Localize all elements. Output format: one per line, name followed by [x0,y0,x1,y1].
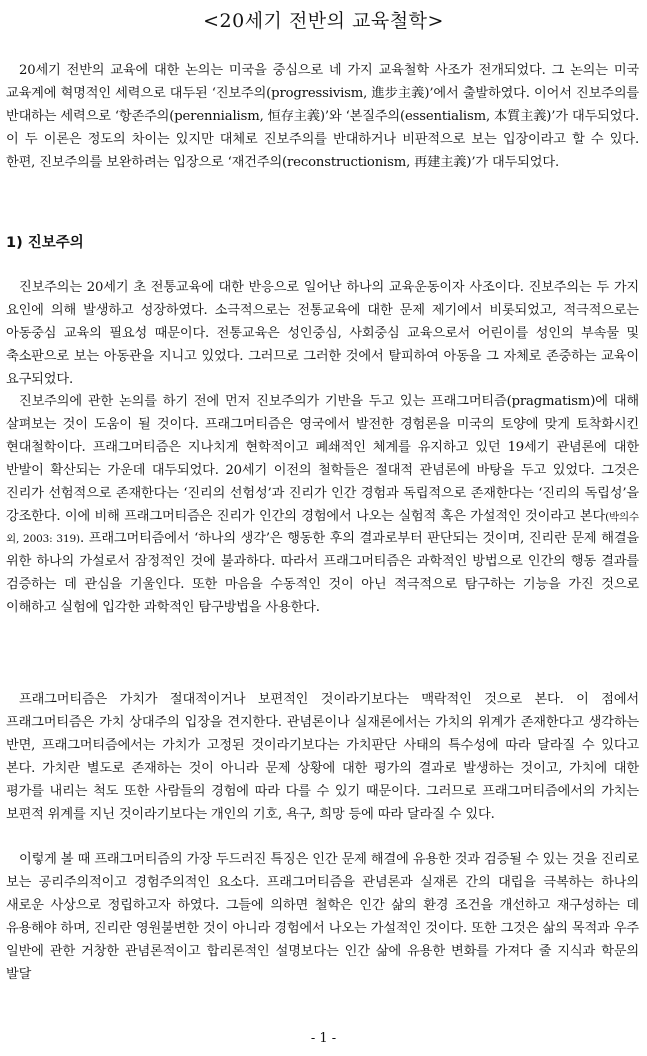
progressivism-paragraph-2 [6,391,639,620]
progressivism-paragraph-3: 프래그머티즘은 가치가 절대적이거나 보편적인 것이라기보다는 맥락적인 것으로 본다. 이 점에서 프래그머티즘은 가치 상대주의 입장을 견지한다. 관념론이나 실재론에서는 가치의 위계가 존재한다고 생각하는 반면, 프래그머티즘에서는 가치가 고정된 것이라기보다는 가치판단 사태의 특수성에 따라 달라질 수 있다고 본다. 가치란 별도로 존재하는 것이 아니라 문제 상황에 대한 평가의 결과로 발생하는 것이고, 가치에 대한 평가를 내리는 척도 또한 사람들의 경험에 따라 다를 수 있기 때문이다. 그러므로 프래그머티즘에서의 가치는 보편적 위계를 지닌 것이라기보다는 개인의 기호, 욕구, 희망 등에 따라 달라질 수 있다. [6,692,639,822]
intro-paragraph: 20세기 전반의 교육에 대한 논의는 미국을 중심으로 네 가지 교육철학 사조가 전개되었다. 그 논의는 미국 교육계에 혁명적인 세력으로 대두된 ‘진보주의(progressivism, 進步主義)’에서 출발하였다. 이어서 진보주의를 반대하는 세력으로 ‘항존주의(perennialism, 恒存主義)’와 ‘본질주의(essentialism, 本質主義)’가 대두되었다. 이 두 이론은 정도의 차이는 있지만 대체로 진보주의를 반대하거나 비판적으로 보는 입장이라고 할 수 있다. 한편, 진보주의를 보완하려는 입장으로 ‘재건주의(reconstructionism, 再建主義)’가 대두되었다. [6,63,639,170]
paragraph-2-text-a: 진보주의에 관한 논의를 하기 전에 먼저 진보주의가 기반을 두고 있는 프래그머티즘(pragmatism)에 대해 살펴보는 것이 도움이 될 것이다. 프래그머티즘은 영국에서 발전한 경험론을 미국의 토양에 맞게 토착화시킨 현대철학이다. 프래그머티즘은 지나치게 현학적이고 폐쇄적인 체계를 유지하고 있던 19세기 관념론에 대한 반발이 확산되는 가운데 대두되었다. 20세기 이전의 철학들은 절대적 관념론에 바탕을 두고 있었다. 그것은 진리가 선험적으로 존재한다는 ‘진리의 선험성’과 진리가 인간 경험과 독립적으로 존재한다는 ‘진리의 독립성’을 강조한다. 이에 비해 프래그머티즘은 진리가 인간의 경험에서 나오는 실험적 혹은 가설적인 것이라고 본다 [6,394,639,524]
paragraph-2-text-b: . 프래그머티즘에서 ‘하나의 생각’은 행동한 후의 결과로부터 판단되는 것이며, 진리란 문제 해결을 위한 하나의 가설로서 잠정적인 것에 불과하다. 따라서 프래그머티즘은 과학적인 방법으로 인간의 행동 결과를 검증하는 데 관심을 기울인다. 또한 마음을 수동적인 것이 아닌 적극적으로 탐구하는 기능을 가진 것으로 이해하고 실험에 입각한 과학적인 탐구방법을 사용한다. [6,531,640,616]
document-title: <20세기 전반의 교육철학> [203,10,444,32]
page-number: - 1 - [310,1031,337,1046]
section-heading-progressivism: 1) 진보주의 [6,235,84,251]
progressivism-paragraph-1: 진보주의는 20세기 초 전통교육에 대한 반응으로 일어난 하나의 교육운동이자 사조이다. 진보주의는 두 가지 요인에 의해 발생하고 성장하였다. 소극적으로는 전통교육에 대한 문제 제기에서 비롯되었고, 적극적으로는 아동중심 교육의 필요성 때문이다. 전통교육은 성인중심, 사회중심 교육으로서 어린이를 성인의 부속물 및 축소판으로 보는 아동관을 지니고 있었다. 그러므로 그러한 것에서 탈피하여 아동을 그 자체로 존중하는 교육이 요구되었다. [6,280,639,387]
progressivism-paragraph-4: 이렇게 볼 때 프래그머티즘의 가장 두드러진 특징은 인간 문제 해결에 유용한 것과 검증될 수 있는 것을 진리로 보는 공리주의적이고 경험주의적인 요소다. 프래그머티즘을 관념론과 실재론 간의 대립을 극복하는 하나의 새로운 사상으로 정립하고자 하였다. 그들에 의하면 철학은 인간 삶의 환경 조건을 개선하고 재구성하는 데 유용해야 하며, 진리란 영원불변한 것이 아니라 경험에서 나오는 가설적인 것이다. 또한 그것은 삶의 목적과 우주 일반에 관한 거창한 관념론적이고 합리론적인 설명보다는 인간 삶에 유용한 변화를 가져다 줄 지식과 학문의 발달 [6,852,639,982]
citation: (박의수 외, 2003: 319) [6,510,639,546]
